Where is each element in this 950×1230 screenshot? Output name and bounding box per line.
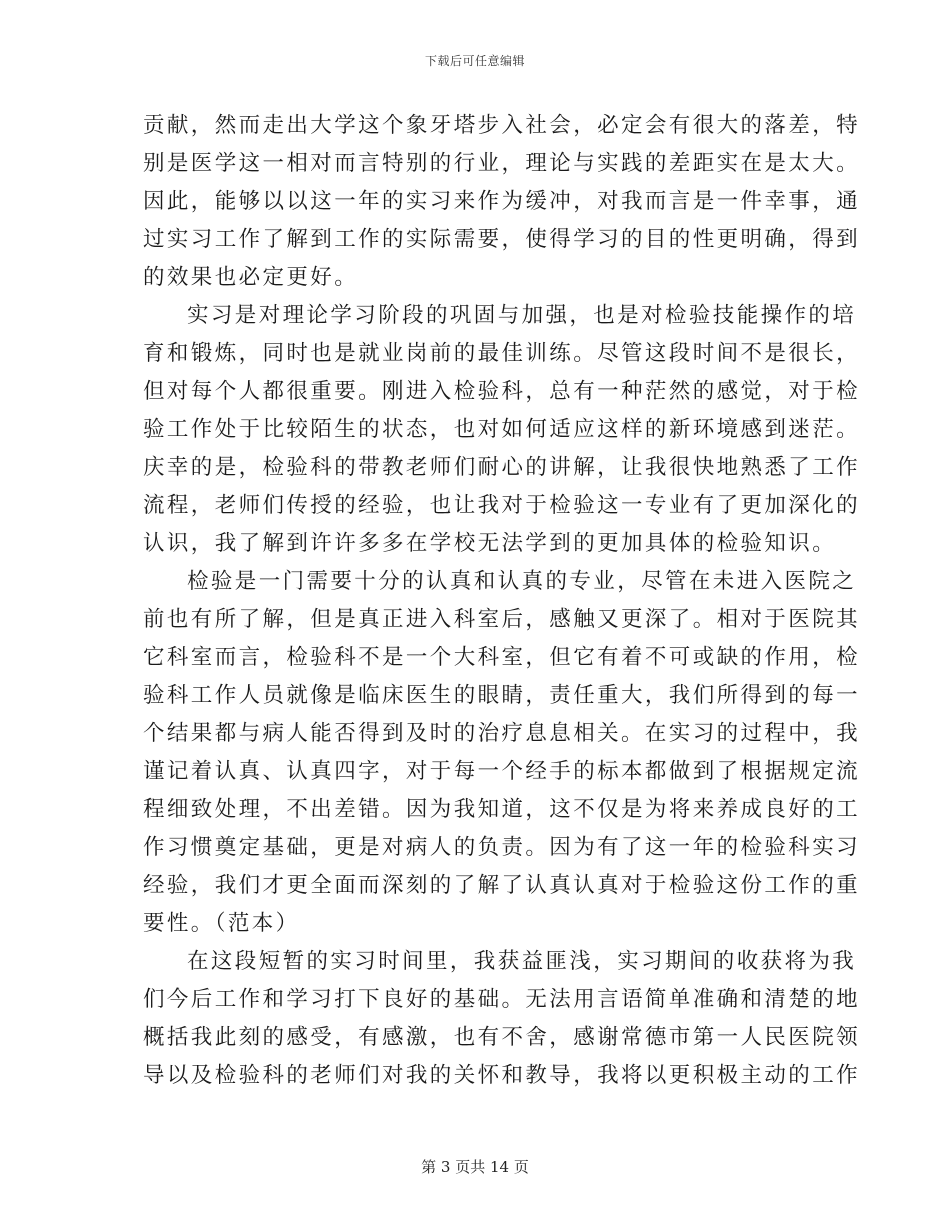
text-line: 个结果都与病人能否得到及时的治疗息息相关。在实习的过程中，我 bbox=[143, 721, 861, 746]
text-line: 前也有所了解，但是真正进入科室后，感触又更深了。相对于医院其 bbox=[143, 607, 861, 632]
text-line: 育和锻炼，同时也是就业岗前的最佳训练。尽管这段时间不是很长， bbox=[143, 341, 861, 366]
text-line: 作习惯奠定基础，更是对病人的负责。因为有了这一年的检验科实习 bbox=[143, 835, 861, 860]
page-number-footer: 第 3 页共 14 页 bbox=[421, 1158, 529, 1176]
text-line: 检验是一门需要十分的认真和认真的专业，尽管在未进入医院之 bbox=[187, 569, 857, 594]
text-line: 程细致处理，不出差错。因为我知道，这不仅是为将来养成良好的工 bbox=[143, 797, 861, 822]
text-line: 概括我此刻的感受，有感激，也有不舍，感谢常德市第一人民医院领 bbox=[143, 1025, 861, 1050]
text-line: 别是医学这一相对而言特别的行业，理论与实践的差距实在是太大。 bbox=[143, 151, 861, 176]
page-header: 下载后可任意编辑 bbox=[424, 54, 525, 68]
text-line: 谨记着认真、认真四字，对于每一个经手的标本都做到了根据规定流 bbox=[143, 759, 861, 784]
text-line: 导以及检验科的老师们对我的关怀和教导，我将以更积极主动的工作 bbox=[143, 1063, 861, 1088]
text-line: 过实习工作了解到工作的实际需要，使得学习的目的性更明确，得到 bbox=[143, 227, 861, 252]
text-line: 实习是对理论学习阶段的巩固与加强，也是对检验技能操作的培 bbox=[187, 303, 857, 328]
text-line: 贡献，然而走出大学这个象牙塔步入社会，必定会有很大的落差，特 bbox=[143, 113, 861, 138]
text-line: 验科工作人员就像是临床医生的眼睛，责任重大，我们所得到的每一 bbox=[143, 683, 861, 708]
text-line: 验工作处于比较陌生的状态，也对如何适应这样的新环境感到迷茫。 bbox=[143, 417, 861, 442]
text-line: 它科室而言，检验科不是一个大科室，但它有着不可或缺的作用，检 bbox=[143, 645, 861, 670]
text-line: 经验，我们才更全面而深刻的了解了认真认真对于检验这份工作的重 bbox=[143, 873, 861, 898]
text-line: 庆幸的是，检验科的带教老师们耐心的讲解，让我很快地熟悉了工作 bbox=[143, 455, 861, 480]
text-line: 流程，老师们传授的经验，也让我对于检验这一专业有了更加深化的 bbox=[143, 493, 861, 518]
text-line: 们今后工作和学习打下良好的基础。无法用言语简单准确和清楚的地 bbox=[143, 987, 861, 1012]
text-line: 的效果也必定更好。 bbox=[143, 265, 359, 290]
text-line: 在这段短暂的实习时间里，我获益匪浅，实习期间的收获将为我 bbox=[187, 949, 857, 974]
text-line: 因此，能够以以这一年的实习来作为缓冲，对我而言是一件幸事，通 bbox=[143, 189, 861, 214]
text-line: 认识，我了解到许许多多在学校无法学到的更加具体的检验知识。 bbox=[143, 531, 837, 556]
document-body bbox=[143, 107, 861, 1095]
text-line: 但对每个人都很重要。刚进入检验科，总有一种茫然的感觉，对于检 bbox=[143, 379, 861, 404]
text-line: 要性。（范本） bbox=[143, 911, 300, 936]
